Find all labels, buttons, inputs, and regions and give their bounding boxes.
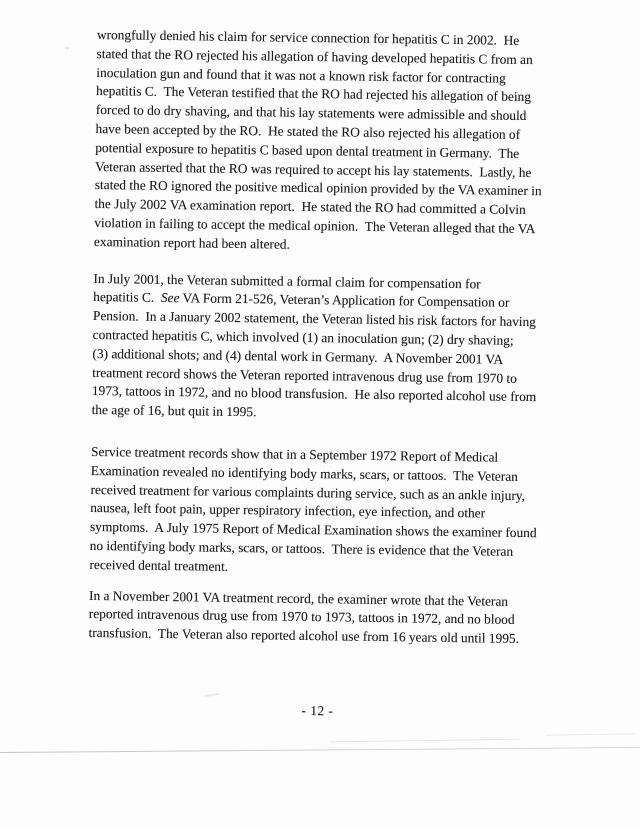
text-line: inoculation gun and found that it was not a known risk factor for contracting bbox=[96, 64, 506, 86]
document-text-block bbox=[87, 26, 557, 724]
text-line: received dental treatment. bbox=[89, 556, 229, 574]
text-line: received treatment for various complaints during service, such as an ankle injury, bbox=[90, 481, 526, 503]
text-line: (3) additional shots; and (4) dental work in Germany. A November 2001 VA bbox=[92, 345, 504, 367]
text-line: 1973, tattoos in 1972, and no blood transfusion. He also reported alcohol use from bbox=[91, 383, 537, 405]
text-segment: hepatitis C. bbox=[93, 289, 162, 306]
text-line: forced to do dry shaving, and that his lay statements were admissible and should bbox=[95, 102, 527, 124]
text-line: transfusion. The Veteran also reported alcohol use from 16 years old until 1995. bbox=[88, 625, 520, 647]
text-line: treatment record shows the Veteran reported intravenous drug use from 1970 to bbox=[92, 364, 518, 386]
paragraph-va-treatment-record bbox=[88, 586, 549, 649]
scan-paper-edge-line bbox=[0, 747, 640, 753]
text-segment: VA Form 21-526, Veteran’s Application for Compensation or bbox=[179, 290, 510, 311]
text-line: Examination revealed no identifying body marks, scars, or tattoos. The Veteran bbox=[90, 462, 519, 484]
text-line: hepatitis C. The Veteran testified that the RO had rejected his allegation of being bbox=[95, 83, 532, 105]
text-line: Service treatment records show that in a September 1972 Report of Medical bbox=[90, 443, 499, 465]
text-line: reported intravenous drug use from 1970 to 1973, tattoos in 1972, and no blood bbox=[88, 606, 515, 628]
paragraph-claim-history bbox=[91, 270, 553, 427]
text-line: potential exposure to hepatitis C based upon dental treatment in Germany. The bbox=[95, 139, 520, 161]
paragraph-service-treatment-records bbox=[89, 443, 551, 581]
paragraph-hearing-contentions bbox=[94, 26, 557, 258]
text-line: Veteran asserted that the RO was required to accept his lay statements. Lastly, he bbox=[94, 158, 532, 180]
text-line: symptoms. A July 1975 Report of Medical Examination shows the examiner found bbox=[89, 519, 537, 541]
text-line: the age of 16, but quit in 1995. bbox=[91, 402, 257, 420]
text-line: have been accepted by the RO. He stated the RO also rejected his allegation of bbox=[95, 120, 521, 142]
text-line: stated that the RO rejected his allegation of having developed hepatitis C from an bbox=[96, 45, 533, 67]
text-line: In July 2001, the Veteran submitted a formal claim for compensation for bbox=[93, 270, 481, 291]
text-line: stated the RO ignored the positive medical opinion provided by the VA examiner in bbox=[94, 177, 542, 199]
citation-see-italic: See bbox=[160, 290, 180, 306]
page-number: - 12 - bbox=[301, 702, 334, 719]
scan-streak bbox=[330, 739, 520, 743]
text-line: no identifying body marks, scars, or tattoos. There is evidence that the Veteran bbox=[89, 537, 514, 559]
text-line: In a November 2001 VA treatment record, the examiner wrote that the Veteran bbox=[88, 587, 509, 609]
scan-streak bbox=[545, 733, 635, 736]
text-line: nausea, left foot pain, upper respiratory infection, eye infection, and other bbox=[90, 500, 486, 521]
scan-speck bbox=[66, 47, 69, 49]
text-line: the July 2002 VA examination report. He stated the RO had committed a Colvin bbox=[94, 196, 526, 218]
text-line: wrongfully denied his claim for service connection for hepatitis C in 2002. He bbox=[96, 26, 520, 48]
text-line: violation in failing to accept the medical opinion. The Veteran alleged that the VA bbox=[94, 214, 536, 237]
text-line: contracted hepatitis C, which involved (1) an inoculation gun; (2) dry shaving; bbox=[92, 326, 514, 348]
text-line: Pension. In a January 2002 statement, the Veteran listed his risk factors for having bbox=[92, 308, 537, 330]
text-line: examination report had been altered. bbox=[93, 233, 291, 252]
